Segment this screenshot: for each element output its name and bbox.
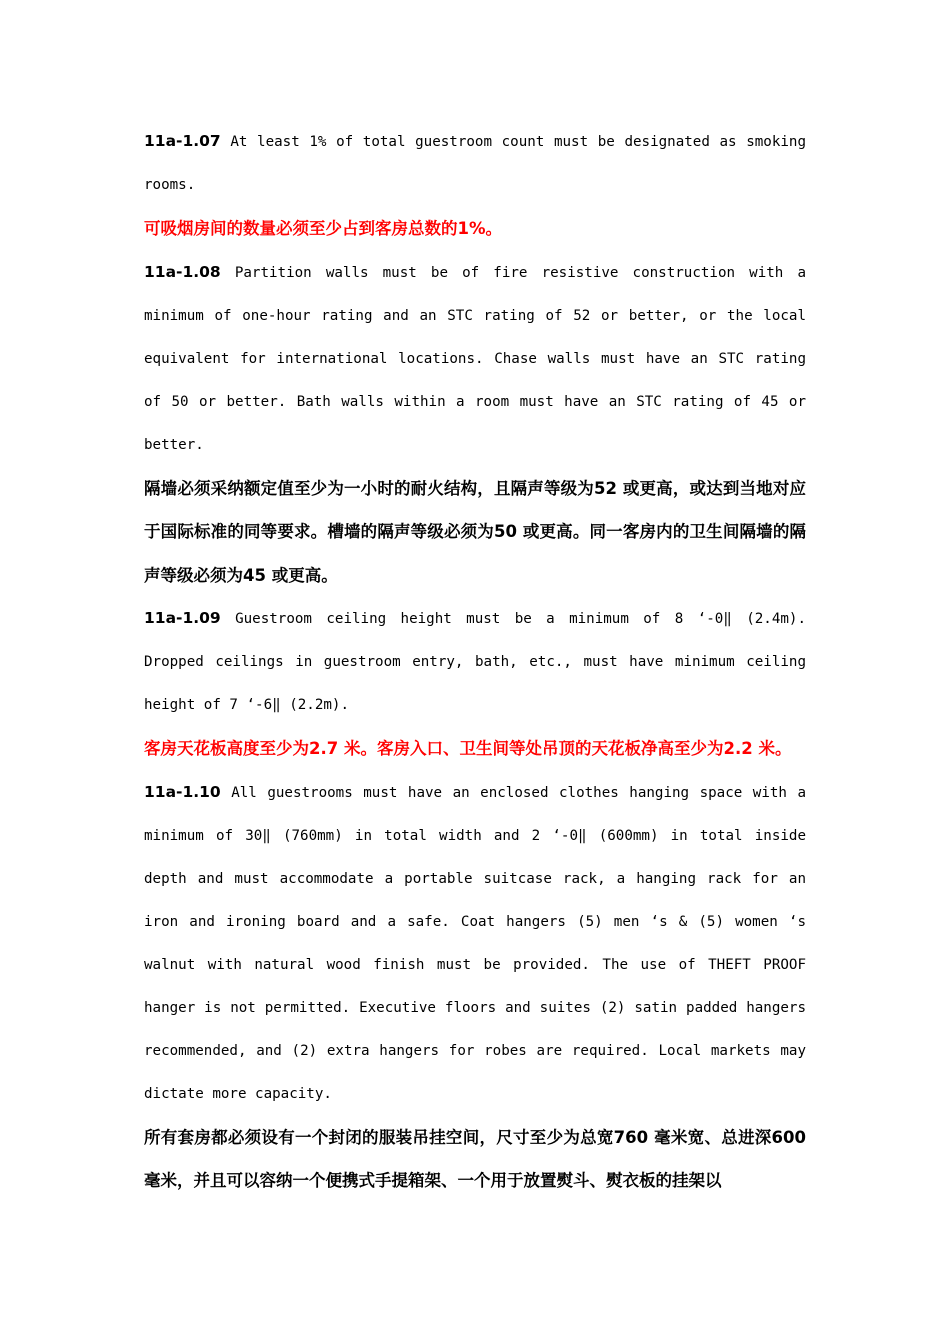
section-text: All guestrooms must have an enclosed clothes hanging space with a minimum of 30‖ (760mm) in total width and 2 ‘-0‖ (600mm) in total inside depth and must accommodate a portable suitcase rack, a hanging rack for an iron and ironing board and a safe. Coat hangers (5) men ‘s & (5) women ‘s walnut with natural wood finish must be provided. The use of THEFT PROOF hanger is not permitted. Executive floors and suites (2) satin padded hangers recommended, and (2) extra hangers for robes are required. Local markets may dictate more capacity. [144,784,806,1102]
section-11a-1-08-chinese: 隔墙必须采纳额定值至少为一小时的耐火结构，且隔声等级为52 或更高，或达到当地对应于国际标准的同等要求。槽墙的隔声等级必须为50 或更高。同一客房内的卫生间隔墙的隔声等级必须为45 或更高。 [144,478,806,585]
section-number: 11a-1.10 [144,782,221,801]
section-text: Guestroom ceiling height must be a minimum of 8 ‘-0‖ (2.4m). Dropped ceilings in guestroom entry, bath, etc., must have minimum ceiling height of 7 ‘-6‖ (2.2m). [144,611,806,713]
section-number: 11a-1.07 [144,132,221,150]
section-11a-1-08-english [144,251,806,467]
section-number: 11a-1.09 [144,609,221,627]
section-11a-1-07-chinese: 可吸烟房间的数量必须至少占到客房总数的1%。 [144,219,503,238]
section-11a-1-09-chinese: 客房天花板高度至少为2.7 米。客房入口、卫生间等处吊顶的天花板净高至少为2.2 米。 [144,739,792,758]
section-11a-1-09-english [144,597,806,727]
document-page [144,120,806,1203]
section-11a-1-10-chinese: 所有套房都必须设有一个封闭的服装吊挂空间，尺寸至少为总宽760 毫米宽、总进深600 毫米，并且可以容纳一个便携式手提箱架、一个用于放置熨斗、熨衣板的挂架以 [144,1127,806,1190]
section-text: Partition walls must be of fire resistive construction with a minimum of one-hour rating and an STC rating of 52 or better, or the local equivalent for international locations. Chase walls must have an STC rating of 50 or better. Bath walls within a room must have an STC rating of 45 or better. [144,264,806,453]
section-11a-1-10-english [144,771,806,1116]
section-number: 11a-1.08 [144,262,221,281]
section-11a-1-07-english [144,120,806,207]
section-text: At least 1% of total guestroom count must be designated as smoking rooms. [144,134,806,193]
